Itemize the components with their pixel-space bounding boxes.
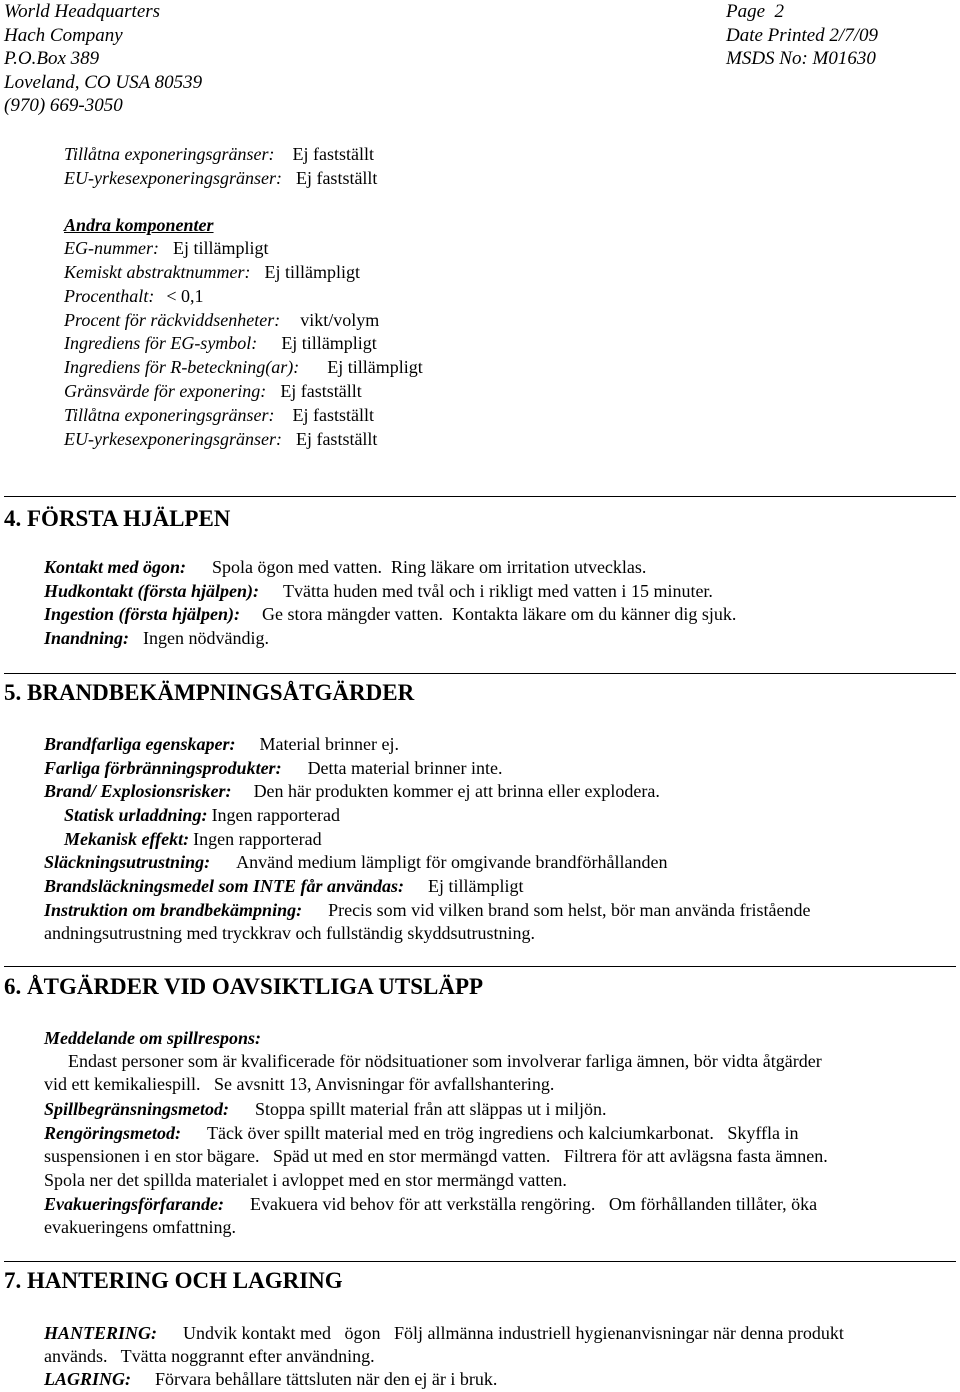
section-title: 5. BRANDBEKÄMPNINGSÅTGÄRDER (4, 680, 415, 705)
fire-row (64, 804, 340, 826)
row-label: Inandning: (44, 628, 130, 648)
row-label: Farliga förbränningsprodukter: (44, 758, 282, 778)
component-heading-text: Andra komponenter (64, 215, 214, 235)
document-meta-block (726, 0, 878, 71)
section-title: 6. ÅTGÄRDER VID OAVSIKTLIGA UTSLÄPP (4, 974, 484, 999)
spill-response-text: vid ett kemikaliespill. Se avsnitt 13, Anvisningar för avfallshantering. (44, 1074, 555, 1094)
date-printed: Date Printed 2/7/09 (726, 24, 878, 46)
row-label: Släckningsutrustning: (44, 852, 211, 872)
section-divider (4, 673, 956, 674)
component-row (64, 380, 362, 402)
storage-row (44, 1368, 497, 1390)
row-value: Ingen rapporterad (193, 829, 322, 849)
row-label: Procenthalt: (64, 286, 155, 306)
component-row (64, 404, 374, 426)
page-number: Page 2 (726, 1, 785, 22)
row-value: Detta material brinner inte. (307, 758, 503, 778)
fire-row (44, 780, 660, 802)
row-label: LAGRING: (44, 1369, 132, 1389)
fire-row (64, 828, 322, 850)
row-value: Ej fastställt (295, 168, 378, 188)
row-value: Förvara behållare tättsluten när den ej är i bruk. (155, 1369, 498, 1389)
exposure-limit-row (64, 143, 374, 165)
evacuation-row (44, 1193, 817, 1215)
first-aid-row (44, 580, 713, 602)
fire-row (44, 899, 810, 921)
eu-exposure-limit-row (64, 167, 377, 189)
row-label: Kontakt med ögon: (44, 557, 187, 577)
row-value: Ej fastställt (292, 405, 374, 425)
handling-text: används. Tvätta noggrannt efter användning. (44, 1346, 375, 1366)
first-aid-row (44, 556, 646, 578)
row-value: Ej fastställt (292, 144, 374, 164)
row-label: EU-yrkesexponeringsgränser: (64, 168, 282, 188)
row-value: Material brinner ej. (259, 734, 399, 754)
row-label: Ingestion (första hjälpen): (44, 604, 241, 624)
cleanup-text: Spola ner det spillda materialet i avloppet med en stor mermängd vatten. (44, 1170, 567, 1190)
address-line: (970) 669-3050 (4, 95, 123, 116)
row-value: Ej tillämpligt (428, 876, 524, 896)
component-row (64, 309, 379, 331)
row-label: Hudkontakt (första hjälpen): (44, 581, 260, 601)
section-title: 7. HANTERING OCH LAGRING (4, 1268, 343, 1293)
row-value: Ge stora mängder vatten. Kontakta läkare om du känner dig sjuk. (262, 604, 737, 624)
fire-row (44, 757, 502, 779)
fire-row (44, 875, 524, 897)
fire-row (44, 733, 399, 755)
row-label: Statisk urladdning: (64, 805, 208, 825)
address-line: World Headquarters (4, 1, 161, 22)
msds-number: MSDS No: M01630 (726, 48, 876, 69)
row-label: Mekanisk effekt: (64, 829, 190, 849)
row-value: Ej fastställt (295, 429, 378, 449)
evacuation-text: evakueringens omfattning. (44, 1217, 236, 1237)
row-label: Meddelande om spillrespons: (44, 1028, 262, 1048)
row-value: Ej tillämpligt (264, 262, 360, 282)
component-row (64, 428, 377, 450)
spill-response-text: Endast personer som är kvalificerade för nödsituationer som involverar farliga ämnen, bör vidta åtgärder (68, 1051, 822, 1071)
component-heading (64, 214, 214, 236)
row-label: Ingrediens för EG-symbol: (64, 333, 258, 353)
cleanup-row (44, 1122, 799, 1144)
section-divider (4, 496, 956, 497)
component-row (64, 237, 268, 259)
row-label: Gränsvärde för exponering: (64, 381, 267, 401)
row-label: Rengöringsmetod: (44, 1123, 182, 1143)
address-line: Loveland, CO USA 80539 (4, 71, 203, 93)
row-value: < 0,1 (166, 286, 204, 306)
row-value: Använd medium lämpligt för omgivande brandförhållanden (236, 852, 668, 872)
section-divider (4, 1261, 956, 1262)
row-label: Brandsläckningsmedel som INTE får användas: (44, 876, 405, 896)
handling-row (44, 1322, 844, 1344)
component-row (64, 261, 360, 283)
row-label: Evakueringsförfarande: (44, 1194, 225, 1214)
row-label: Procent för räckviddsenheter: (64, 310, 281, 330)
fire-row-continuation: andningsutrustning med tryckkrav och fullständig skyddsutrustning. (44, 923, 535, 943)
row-value: Stoppa spillt material från att släppas ut i miljön. (255, 1099, 607, 1119)
section-divider (4, 966, 956, 967)
section-title: 4. FÖRSTA HJÄLPEN (4, 506, 231, 531)
component-row (64, 356, 423, 378)
address-line: P.O.Box 389 (4, 48, 100, 69)
row-value: Ej tillämpligt (327, 357, 423, 377)
spill-response-label (44, 1027, 261, 1049)
component-row (64, 332, 377, 354)
row-value: Den här produkten kommer ej att brinna eller explodera. (253, 781, 660, 801)
row-label: EU-yrkesexponeringsgränser: (64, 429, 282, 449)
row-value: Ej fastställt (280, 381, 362, 401)
containment-row (44, 1098, 607, 1120)
first-aid-row (44, 627, 269, 649)
row-value: Spola ögon med vatten. Ring läkare om irritation utvecklas. (212, 557, 647, 577)
row-value: Täck över spillt material med en trög ingrediens och kalciumkarbonat. Skyffla in (207, 1123, 799, 1143)
first-aid-row (44, 603, 736, 625)
row-value: Undvik kontakt med ögon Följ allmänna industriell hygienanvisningar när denna produkt (183, 1323, 844, 1343)
row-label: EG-nummer: (64, 238, 159, 258)
row-label: Spillbegränsningsmetod: (44, 1099, 230, 1119)
address-line: Hach Company (4, 24, 123, 46)
row-label: Brandfarliga egenskaper: (44, 734, 236, 754)
row-label: Tillåtna exponeringsgränser: (64, 144, 275, 164)
row-label: Kemiskt abstraktnummer: (64, 262, 251, 282)
row-label: Ingrediens för R-beteckning(ar): (64, 357, 300, 377)
row-value: Evakuera vid behov för att verkställa rengöring. Om förhållanden tillåter, öka (250, 1194, 818, 1214)
company-address-block (4, 0, 202, 118)
cleanup-text: suspensionen i en stor bägare. Späd ut med en stor mermängd vatten. Filtrera för att avlägsna fasta ämnen. (44, 1146, 828, 1166)
row-value: Tvätta huden med tvål och i rikligt med vatten i 15 minuter. (283, 581, 713, 601)
row-label: HANTERING: (44, 1323, 158, 1343)
row-label: Brand/ Explosionsrisker: (44, 781, 232, 801)
row-value: Precis som vid vilken brand som helst, bör man använda fristående (328, 900, 811, 920)
component-row (64, 285, 203, 307)
row-label: Instruktion om brandbekämpning: (44, 900, 303, 920)
row-value: vikt/volym (300, 310, 380, 330)
row-value: Ingen nödvändig. (143, 628, 270, 648)
fire-row (44, 851, 667, 873)
row-value: Ej tillämpligt (281, 333, 377, 353)
row-value: Ej tillämpligt (172, 238, 269, 258)
row-label: Tillåtna exponeringsgränser: (64, 405, 275, 425)
row-value: Ingen rapporterad (211, 805, 340, 825)
